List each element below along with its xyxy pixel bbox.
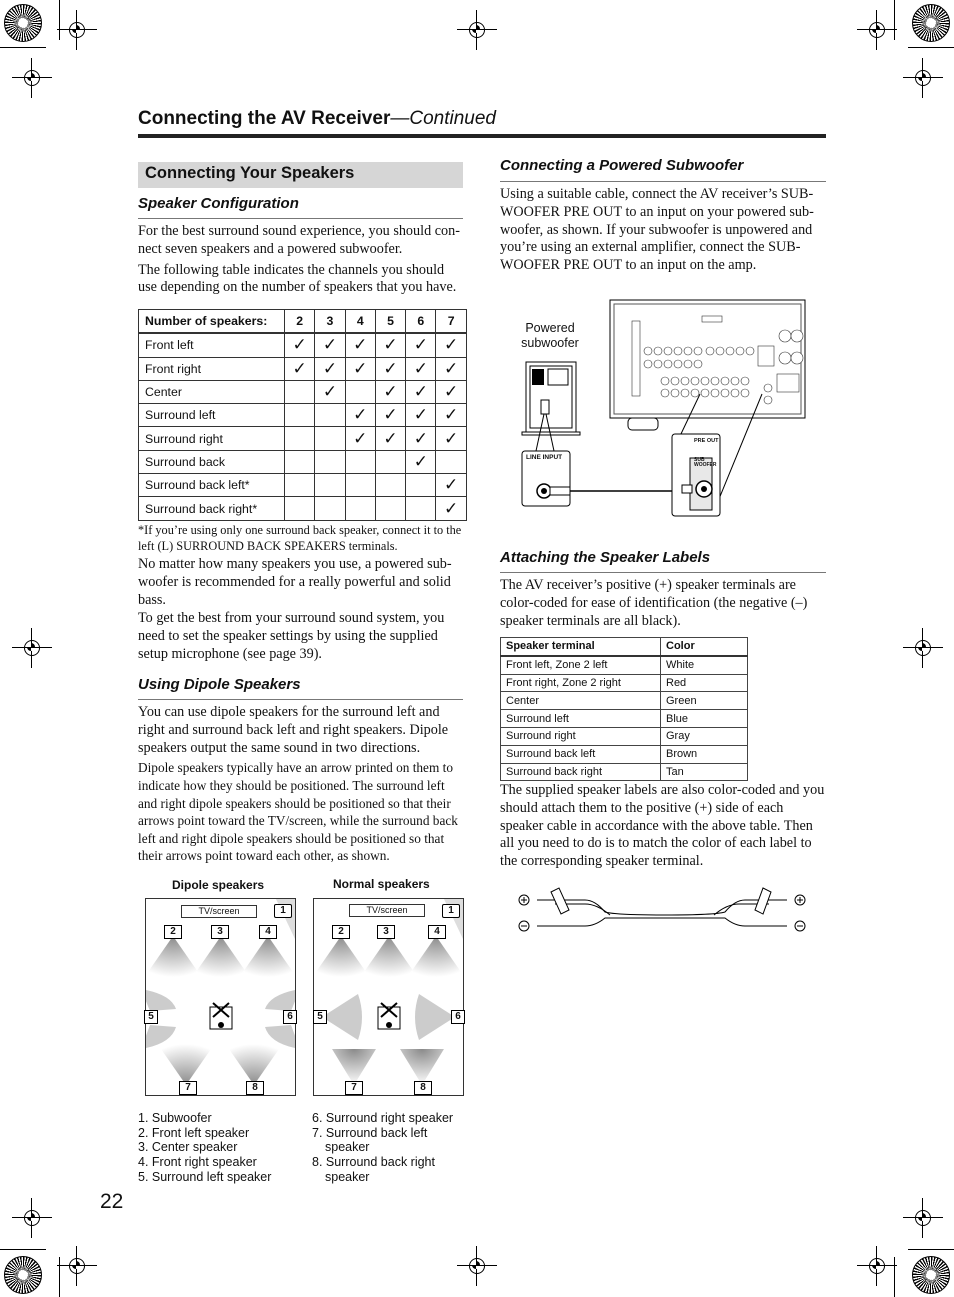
crosshair-icon [57, 1246, 97, 1286]
table-header-cell: Number of speakers: [139, 310, 285, 334]
speaker-config-table [138, 309, 467, 521]
legend-item: 2. Front left speaker [138, 1125, 250, 1140]
speaker-number: 8 [246, 1081, 264, 1095]
speaker-number: 6 [283, 1010, 297, 1024]
empty-cell [285, 380, 315, 403]
terminal-cell: Surround left [501, 710, 661, 728]
terminal-cell: Surround right [501, 727, 661, 745]
row-label: Front right [139, 357, 285, 380]
subwoofer-advice-text [138, 556, 466, 664]
registration-star-icon [4, 1256, 42, 1294]
checkmark-cell: ✓ [375, 380, 405, 403]
row-label: Front left [139, 333, 285, 357]
subwoofer-jack-label [694, 458, 717, 468]
table-row [501, 674, 748, 692]
table-row [139, 357, 467, 380]
line-input-label: LINE INPUT [526, 454, 563, 461]
table-row [501, 763, 748, 781]
table-row [501, 692, 748, 710]
color-cell: Red [661, 674, 748, 692]
checkmark-cell: ✓ [406, 380, 436, 403]
subwoofer-connection-diagram [500, 296, 820, 521]
speaker-number: 6 [451, 1010, 465, 1024]
legend-item: 4. Front right speaker [138, 1155, 257, 1170]
table-row [139, 450, 467, 473]
checkmark-cell: ✓ [406, 357, 436, 380]
legend-item: 3. Center speaker [138, 1140, 238, 1155]
diagram-legend-left [138, 1111, 271, 1185]
row-label: Surround back left* [139, 474, 285, 497]
empty-cell [375, 474, 405, 497]
dipole-text [138, 704, 466, 865]
labels-heading: Attaching the Speaker Labels [500, 549, 711, 566]
empty-cell [345, 380, 375, 403]
table-row [139, 497, 467, 520]
paragraph: To get the best from your surround sound system, you need to set the speaker settings by using the supplied setup microphone (see page 39). [138, 610, 445, 662]
labels-text [500, 577, 826, 630]
color-cell: White [661, 656, 748, 674]
heading-rule [138, 218, 463, 219]
color-cell: Gray [661, 727, 748, 745]
paragraph: You can use dipole speakers for the surround left and right and surround back left and right speakers. Dipole speakers output the same sound in two directions. [138, 704, 449, 756]
checkmark-cell: ✓ [345, 357, 375, 380]
powered-label: Powered [525, 321, 575, 335]
table-row [139, 474, 467, 497]
empty-cell [315, 450, 345, 473]
checkmark-cell: ✓ [375, 404, 405, 427]
checkmark-cell: ✓ [436, 404, 466, 427]
table-header-cell: 5 [375, 310, 405, 334]
terminal-cell: Front right, Zone 2 right [501, 674, 661, 692]
crosshair-icon [857, 1246, 897, 1286]
crosshair-icon [12, 1198, 52, 1238]
legend-item: 5. Surround left speaker [138, 1169, 272, 1184]
subwoofer-text [500, 186, 826, 275]
table-row [501, 710, 748, 728]
empty-cell [285, 427, 315, 450]
terminal-cell: Surround back left [501, 745, 661, 763]
empty-cell [285, 404, 315, 427]
diagram-legend-right [312, 1111, 453, 1185]
table-header-cell: Speaker terminal [501, 638, 661, 656]
registration-star-icon [912, 4, 950, 42]
page-title [138, 108, 496, 130]
speaker-number: 1 [274, 904, 292, 918]
pre-out-label: PRE OUT [694, 438, 719, 444]
speaker-number: 7 [179, 1081, 197, 1095]
table-header-row [139, 310, 467, 334]
checkmark-cell: ✓ [436, 333, 466, 357]
crosshair-icon [903, 1198, 943, 1238]
table-header-cell: 6 [406, 310, 436, 334]
terminal-cell: Surround back right [501, 763, 661, 781]
normal-diagram [313, 898, 464, 1096]
legend-item: 6. Surround right speaker [312, 1111, 454, 1125]
dipole-diagram [145, 898, 296, 1096]
crosshair-icon [903, 58, 943, 98]
tv-screen-label: TV/screen [349, 904, 425, 917]
legend-item: speaker [325, 1140, 370, 1155]
empty-cell [375, 450, 405, 473]
speaker-number: 3 [211, 925, 229, 939]
paragraph: The following table indicates the channels you should use depending on the number of speakers that you have. [138, 261, 457, 296]
empty-cell [285, 474, 315, 497]
page-number: 22 [100, 1190, 124, 1213]
registration-star-icon [912, 1256, 950, 1294]
row-label: Surround back [139, 450, 285, 473]
table-header-cell: Color [661, 638, 748, 656]
subwoofer-label: subwoofer [521, 336, 579, 350]
color-cell: Tan [661, 763, 748, 781]
checkmark-cell: ✓ [375, 333, 405, 357]
empty-cell [285, 450, 315, 473]
normal-diagram-title: Normal speakers [333, 877, 430, 891]
empty-cell [315, 427, 345, 450]
table-row [501, 656, 748, 674]
legend-item: 7. Surround back left [312, 1125, 428, 1140]
crosshair-icon [857, 10, 897, 50]
empty-cell [345, 497, 375, 520]
checkmark-cell: ✓ [285, 333, 315, 357]
checkmark-cell: ✓ [406, 404, 436, 427]
table-row [139, 404, 467, 427]
checkmark-cell: ✓ [315, 380, 345, 403]
crosshair-icon [903, 628, 943, 668]
speaker-config-text [138, 223, 466, 297]
table-row [501, 727, 748, 745]
crosshair-icon [12, 58, 52, 98]
speaker-number: 7 [345, 1081, 363, 1095]
paragraph: The supplied speaker labels are also color-coded and you should attach them to the positive (+) side of each speaker cable in accordance with the above table. Then all you need to do is to match the color of each label to the corresponding speaker terminal. [500, 782, 825, 870]
empty-cell [406, 474, 436, 497]
row-label: Surround right [139, 427, 285, 450]
speaker-number: 8 [414, 1081, 432, 1095]
page-title-suffix: —Continued [390, 108, 496, 129]
sub-text: SUB [694, 457, 705, 463]
table-row [139, 333, 467, 357]
checkmark-cell: ✓ [436, 357, 466, 380]
table-body [139, 333, 467, 520]
checkmark-cell: ✓ [375, 357, 405, 380]
paragraph: Using a suitable cable, connect the AV receiver’s SUB-WOOFER PRE OUT to an input on your powered sub-woofer, as shown. If your subwoofer is unpowered and you’re using an external amplifier, connect the SUB-WOOFER PRE OUT to an input on the amp. [500, 186, 814, 274]
speaker-config-heading: Speaker Configuration [138, 195, 299, 212]
checkmark-cell: ✓ [406, 427, 436, 450]
dipole-heading: Using Dipole Speakers [138, 676, 301, 693]
page-title-text: Connecting the AV Receiver [138, 108, 391, 129]
checkmark-cell: ✓ [315, 333, 345, 357]
crosshair-icon [457, 10, 497, 50]
speaker-number: 2 [164, 925, 182, 939]
labels-text-2 [500, 782, 828, 871]
speaker-number: 1 [442, 904, 460, 918]
empty-cell [375, 497, 405, 520]
table-header-cell: 4 [345, 310, 375, 334]
checkmark-cell: ✓ [436, 380, 466, 403]
table-header-cell: 2 [285, 310, 315, 334]
legend-item: 1. Subwoofer [138, 1111, 212, 1125]
empty-cell [315, 497, 345, 520]
checkmark-cell: ✓ [345, 333, 375, 357]
empty-cell [345, 474, 375, 497]
checkmark-cell: ✓ [436, 427, 466, 450]
paragraph: No matter how many speakers you use, a powered sub-woofer is recommended for a really powerful and solid bass. [138, 556, 452, 608]
registration-star-icon [4, 4, 42, 42]
checkmark-cell: ✓ [436, 474, 466, 497]
table-body [501, 656, 748, 781]
paragraph: For the best surround sound experience, you should con-nect seven speakers and a powered subwoofer. [138, 223, 460, 257]
empty-cell [285, 497, 315, 520]
terminal-cell: Front left, Zone 2 left [501, 656, 661, 674]
checkmark-cell: ✓ [345, 404, 375, 427]
checkmark-cell: ✓ [315, 357, 345, 380]
subwoofer-heading: Connecting a Powered Subwoofer [500, 157, 744, 174]
empty-cell [436, 450, 466, 473]
section-header [138, 162, 463, 188]
table-footnote: *If you’re using only one surround back speaker, connect it to the left (L) SURROUND BACK SPEAKERS terminals. [138, 523, 462, 553]
table-row [501, 745, 748, 763]
section-title: Connecting Your Speakers [145, 164, 355, 182]
checkmark-cell: ✓ [375, 427, 405, 450]
table-row [139, 380, 467, 403]
empty-cell [315, 404, 345, 427]
table-row [139, 427, 467, 450]
dipole-diagram-title: Dipole speakers [172, 878, 265, 892]
checkmark-cell: ✓ [436, 497, 466, 520]
crosshair-icon [457, 1246, 497, 1286]
checkmark-cell: ✓ [285, 357, 315, 380]
legend-item: 8. Surround back right [312, 1155, 435, 1170]
color-cell: Brown [661, 745, 748, 763]
speaker-cable-illustration [515, 882, 815, 938]
table-header-row [501, 638, 748, 656]
speaker-number: 4 [259, 925, 277, 939]
heading-rule [500, 572, 826, 573]
table-header-cell: 3 [315, 310, 345, 334]
crosshair-icon [57, 10, 97, 50]
checkmark-cell: ✓ [345, 427, 375, 450]
heading-rule [500, 181, 826, 182]
color-cell: Green [661, 692, 748, 710]
empty-cell [345, 450, 375, 473]
row-label: Center [139, 380, 285, 403]
woofer-text: WOOFER [694, 462, 717, 468]
speaker-number: 5 [144, 1010, 158, 1024]
speaker-number: 4 [428, 925, 446, 939]
paragraph: The AV receiver’s positive (+) speaker terminals are color-coded for ease of identification (the negative (–) speaker terminals are all black). [500, 577, 808, 629]
row-label: Surround back right* [139, 497, 285, 520]
tv-screen-label: TV/screen [181, 905, 257, 918]
speaker-number: 5 [313, 1010, 327, 1024]
speaker-number: 2 [332, 925, 350, 939]
row-label: Surround left [139, 404, 285, 427]
checkmark-cell: ✓ [406, 333, 436, 357]
terminal-cell: Center [501, 692, 661, 710]
heading-rule [138, 699, 463, 700]
empty-cell [406, 497, 436, 520]
legend-item: speaker [325, 1169, 370, 1184]
table-header-cell: 7 [436, 310, 466, 334]
connection-illustration [500, 296, 820, 521]
color-cell: Blue [661, 710, 748, 728]
speaker-number: 3 [377, 925, 395, 939]
color-table [500, 637, 748, 781]
crosshair-icon [12, 628, 52, 668]
checkmark-cell: ✓ [406, 450, 436, 473]
paragraph: Dipole speakers typically have an arrow printed on them to indicate how they should be positioned. The surround left and right dipole speakers should be positioned so that their arrows point toward the TV/screen, while the surround back left and right dipole speakers should be positioned so that their arrows point toward each other, as shown. [138, 760, 458, 864]
title-rule [138, 134, 826, 138]
empty-cell [315, 474, 345, 497]
